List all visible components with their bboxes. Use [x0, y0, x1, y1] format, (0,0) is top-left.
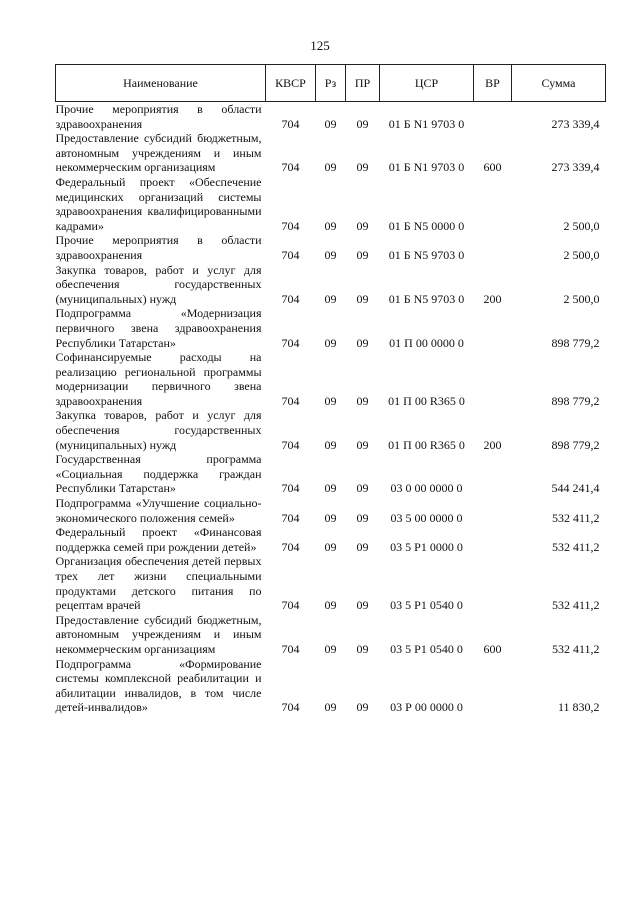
table-row — [56, 613, 606, 657]
cell-vr — [474, 306, 512, 350]
cell-csr: 03 5 P1 0000 0 — [390, 539, 463, 554]
cell-kvsr: 704 — [281, 539, 300, 554]
table-row — [56, 554, 606, 612]
table-row — [56, 657, 606, 715]
cell-csr: 01 П 00 R365 0 — [388, 437, 465, 452]
cell-sum: 2 500,0 — [563, 291, 600, 306]
cell-vr — [474, 175, 512, 233]
cell-csr: 03 0 00 0000 0 — [390, 481, 463, 496]
cell-rz: 09 — [324, 510, 337, 525]
cell-kvsr: 704 — [281, 510, 300, 525]
cell-sum: 2 500,0 — [563, 247, 600, 262]
cell-csr: 01 Б N5 0000 0 — [388, 218, 465, 233]
cell-pr: 09 — [356, 116, 369, 131]
cell-name: Подпрограмма «Улучшение социально-экономического положения семей» — [55, 496, 262, 525]
cell-sum: 898 779,2 — [551, 437, 600, 452]
cell-sum: 2 500,0 — [563, 218, 600, 233]
cell-name: Организация обеспечения детей первых трех лет жизни специальными продуктами детского питания по рецептам врачей — [55, 554, 262, 613]
table-header-row — [56, 65, 606, 102]
cell-vr — [474, 350, 512, 408]
header-sum: Сумма — [512, 65, 606, 102]
cell-csr: 01 Б N1 9703 0 — [388, 116, 465, 131]
cell-csr: 03 5 P1 0540 0 — [390, 598, 463, 613]
cell-pr: 09 — [356, 335, 369, 350]
cell-name: Подпрограмма «Формирование системы комплексной реабилитации и абилитации инвалидов, в том числе детей-инвалидов» — [55, 656, 262, 715]
cell-name: Федеральный проект «Обеспечение медицинских организаций системы здравоохранения квалифицированными кадрами» — [55, 174, 262, 233]
cell-rz: 09 — [324, 291, 337, 306]
cell-sum: 532 411,2 — [551, 598, 600, 613]
cell-rz: 09 — [324, 641, 337, 656]
cell-vr: 200 — [483, 437, 502, 452]
table-row — [56, 263, 606, 307]
cell-kvsr: 704 — [281, 598, 300, 613]
header-csr: ЦСР — [380, 65, 474, 102]
cell-name: Предоставление субсидий бюджетным, автономным учреждениям и иным некоммерческим организациям — [55, 131, 262, 175]
cell-kvsr: 704 — [281, 335, 300, 350]
cell-pr: 09 — [356, 539, 369, 554]
cell-rz: 09 — [324, 218, 337, 233]
cell-rz: 09 — [324, 700, 337, 715]
cell-csr: 01 Б N5 9703 0 — [388, 247, 465, 262]
header-name: Наименование — [56, 65, 266, 102]
cell-name: Государственная программа «Социальная поддержка граждан Республики Татарстан» — [55, 452, 262, 496]
table-row — [56, 408, 606, 452]
cell-vr — [474, 233, 512, 262]
cell-sum: 532 411,2 — [551, 641, 600, 656]
cell-rz: 09 — [324, 539, 337, 554]
cell-vr — [474, 657, 512, 715]
cell-pr: 09 — [356, 641, 369, 656]
table-row — [56, 233, 606, 262]
cell-sum: 898 779,2 — [551, 335, 600, 350]
cell-kvsr: 704 — [281, 218, 300, 233]
cell-pr: 09 — [356, 247, 369, 262]
cell-kvsr: 704 — [281, 291, 300, 306]
cell-kvsr: 704 — [281, 393, 300, 408]
cell-kvsr: 704 — [281, 700, 300, 715]
table-row — [56, 102, 606, 132]
cell-sum: 532 411,2 — [551, 510, 600, 525]
cell-rz: 09 — [324, 160, 337, 175]
cell-pr: 09 — [356, 481, 369, 496]
cell-name: Софинансируемые расходы на реализацию региональной программы модернизации первичного звена здравоохранения — [55, 350, 262, 408]
cell-sum: 898 779,2 — [551, 393, 600, 408]
cell-name: Федеральный проект «Финансовая поддержка семей при рождении детей» — [55, 525, 262, 554]
cell-vr: 600 — [483, 160, 502, 175]
cell-sum: 544 241,4 — [551, 481, 600, 496]
table-row — [56, 175, 606, 233]
cell-kvsr: 704 — [281, 247, 300, 262]
cell-rz: 09 — [324, 598, 337, 613]
cell-pr: 09 — [356, 218, 369, 233]
cell-sum: 532 411,2 — [551, 539, 600, 554]
cell-pr: 09 — [356, 700, 369, 715]
cell-rz: 09 — [324, 393, 337, 408]
cell-csr: 03 5 P1 0540 0 — [390, 641, 463, 656]
cell-vr: 600 — [483, 641, 502, 656]
cell-sum: 273 339,4 — [551, 160, 600, 175]
cell-rz: 09 — [324, 481, 337, 496]
cell-vr — [474, 452, 512, 496]
cell-kvsr: 704 — [281, 437, 300, 452]
table-row — [56, 496, 606, 525]
cell-vr — [474, 102, 512, 132]
header-kvsr: КВСР — [266, 65, 316, 102]
cell-csr: 03 5 00 0000 0 — [390, 510, 463, 525]
cell-kvsr: 704 — [281, 641, 300, 656]
budget-table — [55, 64, 606, 715]
table-row — [56, 350, 606, 408]
cell-csr: 03 Р 00 0000 0 — [390, 700, 463, 715]
header-vr: ВР — [474, 65, 512, 102]
table-row — [56, 306, 606, 350]
cell-vr — [474, 525, 512, 554]
cell-pr: 09 — [356, 510, 369, 525]
cell-csr: 01 Б N1 9703 0 — [388, 160, 465, 175]
cell-pr: 09 — [356, 291, 369, 306]
cell-csr: 01 П 00 0000 0 — [389, 335, 464, 350]
cell-rz: 09 — [324, 335, 337, 350]
table-row — [56, 131, 606, 175]
cell-vr: 200 — [483, 291, 502, 306]
header-rz: Рз — [316, 65, 346, 102]
cell-name: Закупка товаров, работ и услуг для обеспечения государственных (муниципальных) нужд — [55, 408, 262, 452]
cell-vr — [474, 496, 512, 525]
cell-csr: 01 П 00 R365 0 — [388, 393, 465, 408]
cell-name: Прочие мероприятия в области здравоохранения — [55, 233, 262, 262]
cell-sum: 273 339,4 — [551, 116, 600, 131]
cell-pr: 09 — [356, 598, 369, 613]
cell-pr: 09 — [356, 160, 369, 175]
cell-csr: 01 Б N5 9703 0 — [388, 291, 465, 306]
cell-rz: 09 — [324, 116, 337, 131]
page-number: 125 — [310, 38, 330, 53]
cell-name: Предоставление субсидий бюджетным, автономным учреждениям и иным некоммерческим организациям — [55, 612, 262, 656]
cell-sum: 11 830,2 — [557, 700, 600, 715]
table-row — [56, 525, 606, 554]
cell-rz: 09 — [324, 437, 337, 452]
cell-vr — [474, 554, 512, 612]
table-row — [56, 452, 606, 496]
cell-name: Прочие мероприятия в области здравоохранения — [55, 102, 262, 131]
cell-name: Закупка товаров, работ и услуг для обеспечения государственных (муниципальных) нужд — [55, 262, 262, 306]
cell-pr: 09 — [356, 393, 369, 408]
header-pr: ПР — [346, 65, 380, 102]
cell-rz: 09 — [324, 247, 337, 262]
cell-kvsr: 704 — [281, 116, 300, 131]
cell-name: Подпрограмма «Модернизация первичного звена здравоохранения Республики Татарстан» — [55, 306, 262, 350]
cell-kvsr: 704 — [281, 160, 300, 175]
cell-pr: 09 — [356, 437, 369, 452]
cell-kvsr: 704 — [281, 481, 300, 496]
